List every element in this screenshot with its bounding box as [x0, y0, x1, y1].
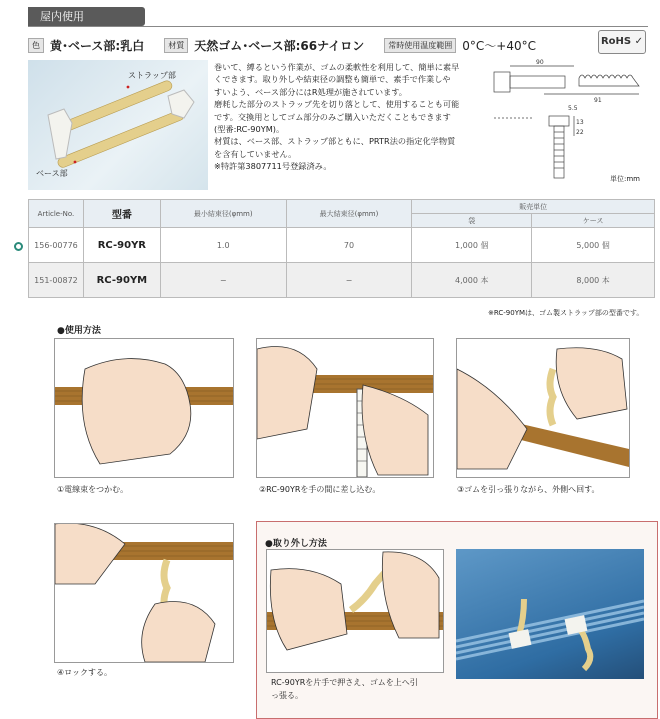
table-note: ※RC-90YMは、ゴム製ストラップ部の型番です。: [488, 309, 644, 317]
strap-label: ストラップ部: [128, 71, 176, 80]
cell-article: 156-00776: [29, 228, 84, 263]
desc-line: すいよう、ベース部分にはR処理が施されています。: [214, 86, 407, 97]
dim-5-5: 5.5: [568, 105, 578, 112]
spec-row: [28, 36, 536, 54]
unit-label: 単位:mm: [610, 175, 640, 183]
desc-line: です。交換用としてゴム部分のみご購入いただくこともできます: [214, 111, 451, 122]
step1-caption: ①電線束をつかむ。: [57, 485, 129, 494]
usage-title: ●使用方法: [57, 326, 101, 336]
cell-case: 5,000 個: [532, 228, 655, 263]
col-case: ケース: [532, 214, 655, 228]
color-label: 色: [28, 38, 44, 53]
dim-91: 91: [594, 97, 602, 104]
technical-drawing: [484, 58, 649, 183]
cell-min: 1.0: [160, 228, 286, 263]
step3-image: [456, 338, 630, 478]
cell-bag: 1,000 個: [412, 228, 532, 263]
cell-article: 151-00872: [29, 263, 84, 298]
removal-title: ●取り外し方法: [265, 539, 327, 549]
desc-line: くできます。取り外しや結束径の調整も簡単で、素手で作業しや: [214, 74, 451, 85]
cell-max: −: [286, 263, 412, 298]
cell-case: 8,000 本: [532, 263, 655, 298]
color-value: 黄･ベース部:乳白: [50, 38, 145, 53]
removal-image: [266, 549, 444, 673]
dim-22: 22: [576, 129, 584, 136]
product-photo: [28, 60, 208, 190]
refresh-icon: [14, 242, 23, 251]
dim-90: 90: [536, 59, 544, 66]
spec-table: [28, 199, 655, 298]
removal-caption-1: RC-90YRを片手で押さえ、ゴムを上へ引: [271, 678, 418, 687]
col-article: Article‐No.: [29, 200, 84, 228]
header-divider: [28, 26, 648, 27]
step4-caption: ④ロックする。: [57, 668, 113, 677]
step1-image: [54, 338, 234, 478]
step2-caption: ②RC-90YRを手の間に差し込む。: [259, 485, 381, 494]
dim-13: 13: [576, 119, 584, 126]
desc-line: 巻いて、縛るという作業が、ゴムの柔軟性を利用して、簡単に素早: [214, 62, 460, 72]
base-label: ベース部: [36, 169, 68, 178]
cell-type: RC-90YM: [83, 263, 160, 298]
step3-caption: ③ゴムを引っ張りながら、外側へ回す。: [457, 485, 600, 494]
col-type: 型番: [83, 200, 160, 228]
col-bag: 袋: [412, 214, 532, 228]
material-label: 材質: [164, 38, 188, 53]
step2-image: [256, 338, 434, 478]
cell-max: 70: [286, 228, 412, 263]
table-row: [29, 263, 655, 298]
col-sales-unit: 販売単位: [412, 200, 655, 214]
rohs-badge: RoHS ✓: [598, 30, 646, 54]
description: [214, 61, 476, 173]
col-max: 最大結束径(φmm): [286, 200, 412, 228]
temp-value: 0°C～+40°C: [462, 38, 536, 53]
desc-line: ※特許第3807711号登録済み。: [214, 161, 332, 172]
desc-line: (型番:RC-90YM)。: [214, 124, 285, 135]
cell-min: −: [160, 263, 286, 298]
table-row: [29, 228, 655, 263]
cell-type: RC-90YR: [83, 228, 160, 263]
temp-label: 常時使用温度範囲: [384, 38, 456, 53]
desc-line: を含有していません。: [214, 148, 297, 159]
desc-line: 材質は、ベース部、ストラップ部ともに、PRTR法の指定化学物質: [214, 136, 456, 147]
removal-photo: [456, 549, 644, 679]
col-min: 最小結束径(φmm): [160, 200, 286, 228]
desc-line: 磨耗した部分のストラップ先を切り落として、使用することも可能: [214, 99, 460, 110]
removal-caption-2: っ張る。: [271, 691, 303, 700]
material-value: 天然ゴム･ベース部:66ナイロン: [194, 38, 365, 53]
indoor-use-tag: 屋内使用: [28, 7, 145, 26]
step4-image: [54, 523, 234, 663]
cell-bag: 4,000 本: [412, 263, 532, 298]
